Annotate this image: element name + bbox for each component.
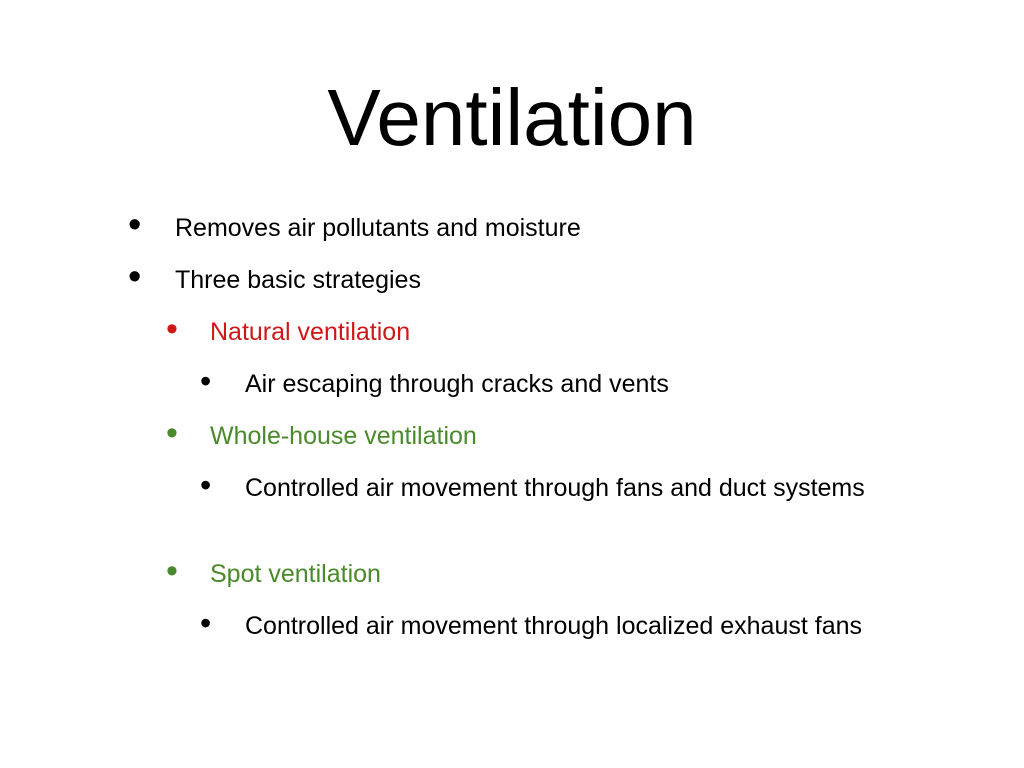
list-item — [128, 204, 955, 246]
bullet-icon: • — [166, 310, 178, 348]
list-item — [166, 414, 950, 453]
list-item — [200, 467, 885, 505]
list-item — [200, 605, 925, 643]
bullet-icon: • — [128, 204, 142, 246]
list-item — [166, 310, 950, 349]
list-item-text: Natural ventilation — [210, 318, 411, 346]
bullet-icon: • — [200, 467, 212, 503]
list-item-text: Removes air pollutants and moisture — [175, 214, 581, 242]
list-item-text: Controlled air movement through localized exhaust fans — [245, 612, 863, 640]
list-item-text: Spot ventilation — [210, 560, 381, 588]
list-item — [128, 256, 955, 298]
bullet-icon: • — [166, 552, 178, 590]
list-item-text: Air escaping through cracks and vents — [245, 370, 669, 398]
slide-title: Ventilation — [327, 73, 697, 162]
bullet-icon: • — [200, 363, 212, 399]
list-item-text: Whole-house ventilation — [210, 422, 477, 450]
bullet-icon: • — [128, 256, 142, 298]
list-item — [166, 552, 950, 591]
bullet-icon: • — [166, 414, 178, 452]
list-item — [200, 363, 925, 401]
bullet-icon: • — [200, 605, 212, 641]
list-item-text: Controlled air movement through fans and duct systems — [245, 474, 865, 502]
list-item-text: Three basic strategies — [175, 266, 421, 294]
